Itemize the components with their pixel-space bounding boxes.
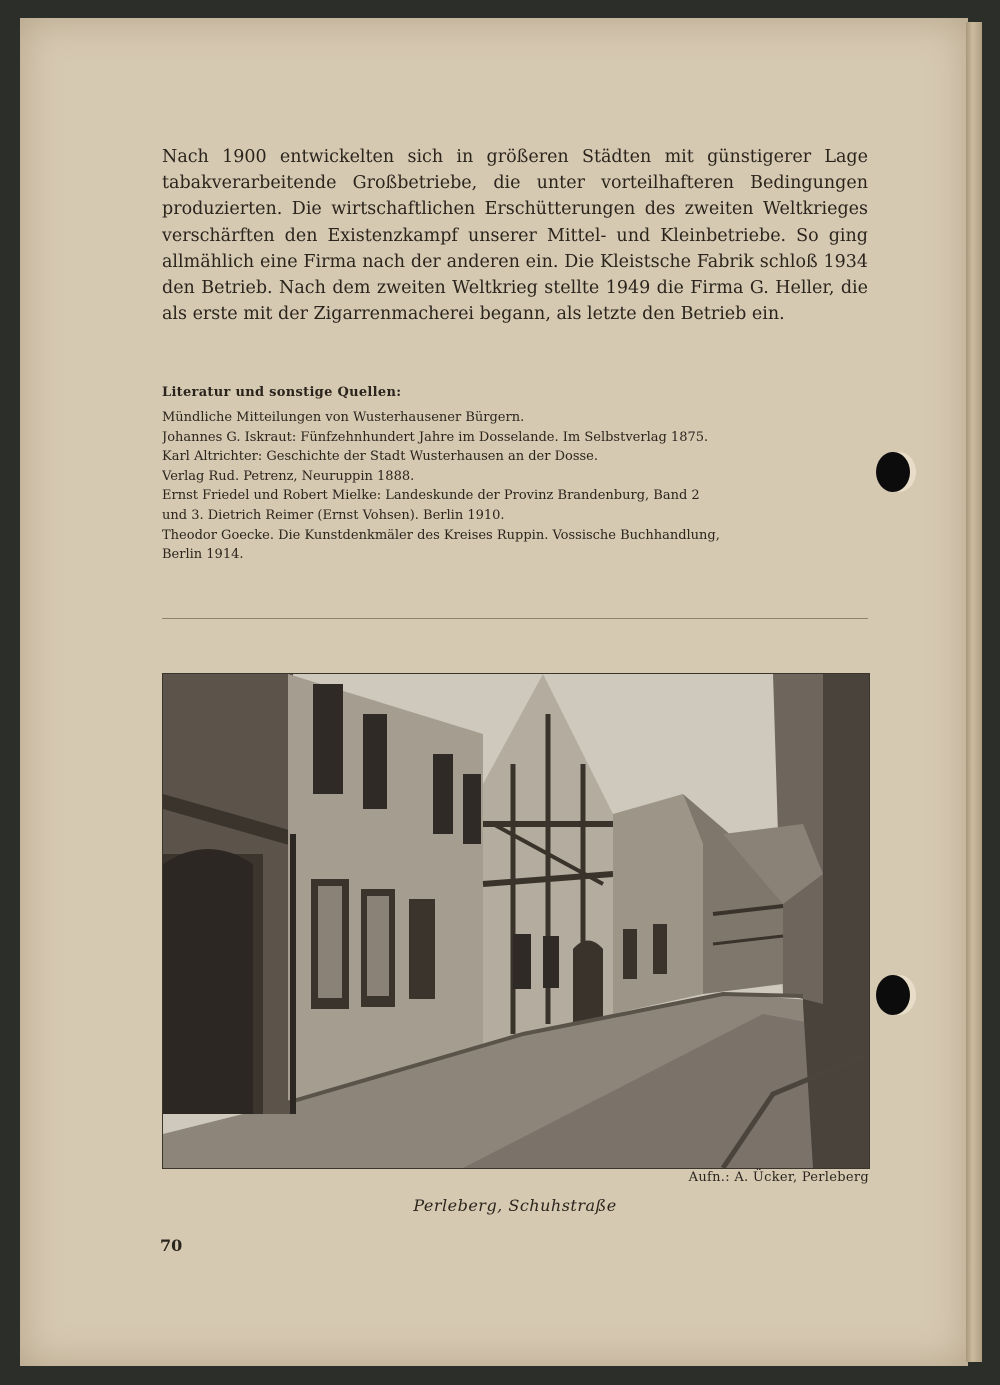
literature-line: Mündliche Mitteilungen von Wusterhausener Bürgern. [162, 410, 525, 425]
literature-line: Verlag Rud. Petrenz, Neuruppin 1888. [162, 468, 415, 484]
binding-hole-upper [876, 452, 910, 492]
divider-line [162, 618, 868, 619]
photo-credit: Aufn.: A. Ücker, Perleberg [688, 1170, 869, 1185]
literature-line: Ernst Friedel und Robert Mielke: Landeskunde der Provinz Brandenburg, Band 2 [162, 488, 700, 504]
page-number: 70 [160, 1236, 183, 1255]
literature-list [162, 408, 870, 565]
literature-line: Johannes G. Iskraut: Fünfzehnhundert Jahre im Dosselande. Im Selbstverlag 1875. [162, 429, 709, 445]
literature-line: und 3. Dietrich Reimer (Ernst Vohsen). Berlin 1910. [162, 507, 505, 523]
literature-line: Karl Altrichter: Geschichte der Stadt Wusterhausen an der Dosse. [162, 449, 599, 465]
literature-line: Theodor Goecke. Die Kunstdenkmäler des Kreises Ruppin. Vossische Buchhandlung, [162, 527, 720, 543]
street-photograph [162, 673, 870, 1169]
literature-heading: Literatur und sonstige Quellen: [162, 385, 402, 400]
page-edge [966, 22, 982, 1362]
photo-caption: Perleberg, Schuhstraße [413, 1196, 617, 1215]
body-paragraph: Nach 1900 entwickelten sich in größeren Städten mit günstigerer Lage tabakverarbeitende Großbetriebe, die unter vorteilhafteren Bedingungen produzierten. Die wirtschaftlichen Erschütterungen des zweiten Weltkrieges verschärften den Existenzkampf unserer Mittel- und Kleinbetriebe. So ging allmählich eine Firma nach der anderen ein. Die Kleistsche Fabrik schloß 1934 den Betrieb. Nach dem zweiten Weltkrieg stellte 1949 die Firma G. Heller, die als erste mit der Zigarrenmacherei begann, als letzte den Betrieb ein. [162, 147, 868, 325]
literature-line: Berlin 1914. [162, 547, 244, 563]
binding-hole-lower [876, 975, 910, 1015]
